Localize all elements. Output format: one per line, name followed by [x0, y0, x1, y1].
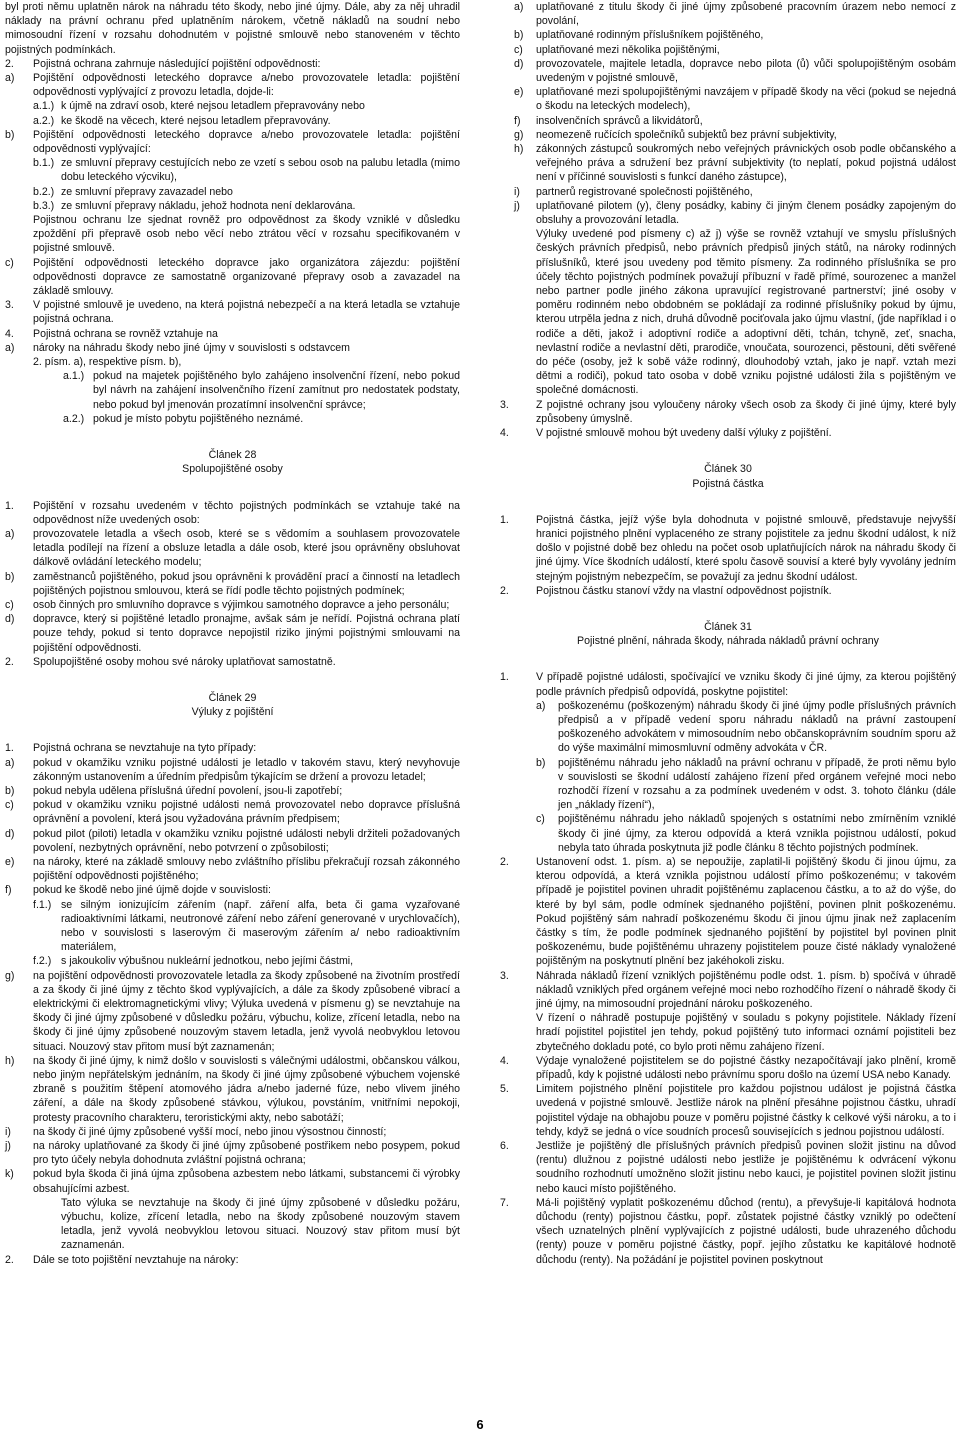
clause-number: 2.	[5, 655, 14, 668]
a31-clause-7	[500, 1196, 956, 1267]
a29-clause-1k-note: Tato výluka se nevztahuje na škody či jiné újmy způsobené v důsledku požáru, výbuchu, kolize, zřícení letadla, nebo na škody způsobené nouzovým stavem letadla, jenž vyvolá neobvyklou letovou situaci. Nouzový stav přitom musí být zaznamenán.	[61, 1196, 460, 1252]
a28-clause-1	[5, 499, 460, 527]
exclusion-e	[500, 85, 956, 113]
clause-text: Ustanovení odst. 1. písm. a) se nepoužije, zaplatil-li pojištěný škodu či jinou újmu, za kterou odpovídá, a která vznikla pojistnou událostí přímo poškozenému; v takovém případě je pojistitel povinen uhradit pojištěnému zaplacenou částku, a to až do výše, do které by byl sám, podle odmínek sjednaného pojištění, povinen plnit poškozenému. Pokud pojištěný sám nahradí poškozenému škodu či jinou újmu jinak než zaplacením částky s tím, že podle podmínek sjednaného pojištění by pojistitel byl povinen plnit poškozenému, bude pojištěnému uhrazeny pojistitelem pouze čisté náklady vynaložené pojištěným na poskytnutí plnění bez jakéhokoli zisku.	[536, 855, 956, 968]
clause-letter: c)	[5, 799, 14, 812]
right-column	[500, 0, 956, 1267]
clause-text: pokud v okamžiku vzniku pojistné události je letadlo v takovém stavu, který nevyhovuje zákonným ustanovením a úředním předpisům týkajícím se držení a provozu letadel;	[33, 756, 460, 783]
clause-text: Pojištění odpovědnosti leteckého dopravce a/nebo provozovatele letadla: pojištění odpovědnosti vyplývající z provozu letadla, dojde-li:	[33, 72, 460, 99]
clause-sub-number: a.1.)	[33, 100, 55, 113]
exclusion-i	[500, 185, 956, 199]
clause-text: se silným ionizujícím zářením (např. záření alfa, beta či gama vyzařované radioaktivními látkami, neutronové záření nebo záření generované v urychlovačích), nebo v souvislosti s laserovým či maserovým zářením a/ nebo radioaktivním materiálem,	[61, 898, 460, 954]
clause-letter: c)	[514, 43, 523, 56]
clause-text: pokud v okamžiku vzniku pojistné události nemá provozovatel nebo dopravce příslušná oprávnění a povolení, která jsou vyžadována právním předpisem;	[33, 799, 460, 826]
clause-text: Pojistnou částku stanoví vždy na vlastní odpovědnost pojistník.	[536, 584, 832, 597]
page-number: 6	[476, 1417, 484, 1432]
clause-letter: c)	[5, 598, 14, 611]
article-30-subtitle: Pojistná částka	[692, 477, 764, 490]
clause-letter: b)	[5, 570, 15, 583]
clause-letter: e)	[5, 855, 15, 868]
a29-clause-1b	[5, 784, 460, 798]
clause-text: Pojištění odpovědnosti leteckého dopravce a/nebo provozovatele letadla: pojištění odpovědnosti vyplývající:	[33, 128, 460, 156]
clause-text: V případě pojistné události, spočívající ve vzniku škody či jiné újmy, za kterou pojištěný podle právních předpisů odpovídá, poskytne pojistitel:	[536, 671, 956, 698]
clause-text: ze smluvní přepravy zavazadel nebo	[61, 185, 233, 198]
clause-letter: f)	[5, 884, 12, 897]
exclusion-j	[500, 199, 956, 227]
a29-clause-1g	[5, 969, 460, 1054]
clause-text: pokud byla škoda či jiná újma způsobena azbestem nebo látkami, substancemi či výrobky obsahujícími azbest.	[33, 1168, 460, 1195]
clause-text: uplatňované mezi spolupojištěnými navzájem v případě škody na věci (pokud se nejedná o škodu na leteckých modelech),	[536, 86, 956, 113]
article-28-subtitle: Spolupojištěné osoby	[182, 463, 283, 476]
clause-letter: b)	[5, 784, 15, 797]
clause-text: Má-li pojištěný vyplatit poškozenému důchod (rentu), a převyšuje-li kapitálová hodnota důchodu (renty) pojistnou částku, popř. zůstatek pojistné částky vzniklý po odečtení všech uznatelných plnění vyplývajících z pojistné události, bude uhrazeného důchodu (renty) pouze v poměru pojistné částky, popř. jejího zůstatku ke kapitálové hodnotě důchodu (renty). Na požádání je pojistitel povinen poskytnout	[536, 1196, 956, 1266]
clause-sub-number: a.2.)	[33, 114, 55, 127]
a29-clause-1	[5, 741, 460, 755]
article-29-subtitle: Výluky z pojištění	[191, 706, 274, 719]
a30-clause-2	[500, 584, 956, 598]
clause-number: 2.	[500, 584, 509, 597]
clause-letter: a)	[5, 527, 15, 540]
exclusion-h	[500, 142, 956, 185]
clause-2b	[5, 128, 460, 156]
clause-text: neomezeně ručících společníků subjektů bez právní subjektivity,	[536, 128, 837, 141]
clause-letter: f)	[514, 114, 521, 127]
clause-sub-number: f.1.)	[33, 898, 52, 911]
clause-number: 2.	[5, 1253, 14, 1266]
clause-2a	[5, 71, 460, 99]
clause-text: k újmě na zdraví osob, které nejsou letadlem přepravovány nebo	[61, 100, 365, 113]
clause-text: pojištěnému náhradu jeho nákladů spojených s ostatními nebo zmírněním vzniklé škody či jiné újmy, za kterou odpovídá a která vznikla pojistnou událostí, pokud nebyla tato úhrada poskytnuta již podle článku 8 těchto pojistných podmínek.	[558, 813, 956, 854]
a29-clause-1k	[5, 1167, 460, 1195]
a29-clause-1j	[5, 1139, 460, 1167]
a28-clause-1b	[5, 570, 460, 598]
clause-text: Pojistná částka, jejíž výše byla dohodnuta v pojistné smlouvě, představuje nejvyšší hranici pojistného plnění vyplaceného ze strany pojistitele za jednu škodní událost, k níž došlo v pojistné době bez ohledu na počet osob uplatňujících nárok na náhradu škody či jiné újmy. Více škodních událostí, které spolu časově souvisí a které byly vyvolány jedním stejným pojistným nebezpečím, se považují za jednu škodní událost.	[536, 513, 956, 583]
a29-clause-2	[5, 1253, 460, 1267]
clause-4	[5, 327, 460, 341]
a28-clause-1a	[5, 527, 460, 570]
exclusion-f	[500, 114, 956, 128]
article-31-title: Článek 31	[704, 620, 752, 633]
clause-text: pojištěnému náhradu jeho nákladů na právní ochranu v případě, že proti němu bylo v souvislosti se škodní událostí zahájeno řízení před orgánem veřejné moci nebo rozhodčí řízení v rozsahu a za podmínek uvedeném v odst. 3. tohoto článku (dále jen „náklady řízení“),	[558, 756, 956, 812]
clause-4a	[5, 341, 460, 369]
a31-clause-1b	[500, 756, 956, 813]
clause-text: uplatňované mezi několika pojištěnými,	[536, 43, 720, 56]
a31-clause-2	[500, 855, 956, 969]
clause-text: V pojistné smlouvě je uvedeno, na která pojistná nebezpečí a na která letadla se vztahuje pojistná ochrana.	[33, 299, 460, 326]
a31-clause-5	[500, 1082, 956, 1139]
a29-clause-1f1	[5, 898, 460, 955]
clause-text: zaměstnanců pojištěného, pokud jsou oprávněni k provádění prací a činností na letadlech pojištěných pojistnou smlouvou, která se řídí podle těchto pojistných podmínek;	[33, 570, 460, 597]
exclusion-j-note: Výluky uvedené pod písmeny c) až j) výše se rovněž vztahují ve smyslu příslušných českých právních předpisů, nebo právních předpisů jiných států, na nároky rodinných příslušníků, které jsou uvedeny pod těmito písmeny. Za rodinného příslušníka se pro účely těchto pojistných podmínek považují příbuzní v řadě přímé, sourozenec a manžel nebo partner podle jiného zákona upravující registrované partnerství; jiné osoby v poměru rodinném nebo obdobném se pokládají za rodinné příslušníky pokud by újmu, kterou utrpěla jedna z nich, druhá důvodně pociťovala jako újmu vlastní, (jde například i o rodiče a děti, jakož i adoptivní rodiče a adoptivní děti, tchán, tchyně, zeť, snacha, nevlastní rodiče a nevlastní děti, prarodiče, vnoučata, sourozenci, pěstouni, děti svěřené do péče (osoby, jež k sobě váže rodinný, dlouhodobý vztah, jako je např. vztah mezi dětmi a rodiči), pokud tato osoba v době vzniku pojistné události žila s pojištěným ve společné domácnosti.	[536, 228, 956, 397]
clause-2b2	[5, 185, 460, 199]
clause-text: Spolupojištěné osoby mohou své nároky uplatňovat samostatně.	[33, 655, 336, 668]
left-column	[5, 0, 460, 1267]
clause-letter: j)	[514, 199, 520, 212]
clause-number: 1.	[500, 671, 509, 684]
clause-text: uplatňované z titulu škody či jiné újmy způsobené pracovním úrazem nebo nemocí z povolání,	[536, 1, 956, 28]
clause-letter: k)	[5, 1168, 14, 1181]
clause-letter: h)	[514, 143, 524, 156]
clause-text: na pojištění odpovědnosti provozovatele letadla za škody způsobené na životním prostředí a za škody či jiné újmy z těchto škod vyplývajících, a dále za škody způsobené vibrací a elektrickými či elektromagnetickými vlivy; Výluka uvedená v písmenu g) se nevztahuje na škody či jiné újmy způsobené v důsledku požáru, výbuchu, kolize, zřícení letadla, nebo na škody či jiné újmy způsobené nouzovým stavem letadla, jenž vyvolá neobvyklou letovou situaci. Nouzový stav přitom musí být zaznamenán;	[33, 969, 460, 1053]
clause-number: 3.	[5, 299, 14, 312]
clause-letter: i)	[5, 1125, 11, 1138]
clause-number: 1.	[500, 513, 509, 526]
clause-text: Pojistná ochrana se nevztahuje na tyto případy:	[33, 742, 257, 755]
clause-number: 3.	[500, 969, 509, 982]
a29-clause-1h	[5, 1054, 460, 1125]
clause-sub-number: a.2.)	[63, 412, 85, 425]
a29-clause-1d	[5, 827, 460, 855]
clause-number: 3.	[500, 398, 509, 411]
a29-clause-1f2	[5, 954, 460, 968]
clause-text: pokud je místo pobytu pojištěného neznámé.	[93, 412, 304, 425]
clause-letter: c)	[536, 813, 545, 826]
clause-text: dopravce, který si pojištěné letadlo pronajme, avšak sám je neřídí. Pojistná ochrana platí pouze tehdy, pokud si tento dopravce nepojistil riziko jinými pojistnými smlouvami na pojištění odpovědnosti.	[33, 613, 460, 654]
clause-text: ze smluvní přepravy cestujících nebo ze vzetí s sebou osob na palubu letadla (mimo dobu leteckého výcviku),	[61, 157, 460, 184]
clause-letter: b)	[5, 128, 15, 141]
clause-text: nároky na náhradu škody nebo jiné újmy v souvislosti s odstavcem 2. písm. a), respektive písm. b),	[33, 341, 350, 369]
clause-text: Náhrada nákladů řízení vzniklých pojištěnému podle odst. 1. písm. b) spočívá v úhradě nákladů vzniklých před orgánem veřejné moci nebo rozhodčího řízení o náhradě škody či jiné újmy, na mimosoudní projednání nároku poškozeného.	[536, 969, 956, 1010]
clause-letter: b)	[514, 29, 524, 42]
clause-sub-number: a.1.)	[63, 370, 85, 383]
clause-2b-note: Pojistnou ochranu lze sjednat rovněž pro odpovědnost za škody vzniklé v důsledku zpoždění při přepravě osob nebo věcí nebo ztrátou věcí v rozsahu specifikovaném v pojistné smlouvě.	[33, 214, 460, 255]
clause-number: 5.	[500, 1083, 509, 1096]
clause-text: Jestliže je pojištěný dle příslušných právních předpisů povinen složit jistinu na důvod (rentu) dlužnou z pojistné události nebo jestliže je pojištěnému k odvrácení výkonu soudního rozhodnutí umožněno složit jistinu nebo kauci, je pojistitel povinen složit jistinu nebo kauci místo pojištěného.	[536, 1140, 956, 1195]
clause-text: na škody či jiné újmy, k nimž došlo v souvislosti s válečnými událostmi, občanskou válkou, nebo jiným nepřátelským jednáním, na škody či jiné újmy způsobené výbuchem vojenské zbraně s použitím štěpení atomového jádra a/nebo jaderné fúze, nebo vlivem jiného záření, a dále na škody způsobené stávkou, výlukou, povstáním, vnitřními nepokoji, protesty pracovního charakteru, teroristickými akty, nebo sabotáží;	[33, 1054, 460, 1124]
exclusion-g	[500, 128, 956, 142]
clause-number: 6.	[500, 1140, 509, 1153]
clause-text: na škody či jiné újmy způsobené vyšší mocí, nebo jinou výsostnou činností;	[33, 1125, 387, 1138]
article-29-title: Článek 29	[208, 691, 257, 704]
clause-letter: g)	[514, 128, 524, 141]
clause-text: provozovatele, majitele letadla, dopravce nebo pilota (ů) vůči spolupojištěným osobám uvedeným v pojistné smlouvě,	[536, 57, 956, 85]
clause-text: Pojištění v rozsahu uvedeném v těchto pojistných podmínkách se vztahuje také na odpovědnost níže uvedených osob:	[33, 499, 460, 526]
clause-number: 2.	[5, 57, 14, 70]
clause-2	[5, 57, 460, 71]
clause-letter: h)	[5, 1054, 15, 1067]
a29-clause-4	[500, 426, 956, 440]
a28-clause-2	[5, 655, 460, 669]
clause-letter: a)	[514, 1, 524, 13]
clause-number: 7.	[500, 1196, 509, 1209]
clause-sub-number: b.3.)	[33, 199, 55, 212]
a28-clause-1c	[5, 598, 460, 612]
clause-number: 2.	[500, 855, 509, 868]
clause-text: insolvenčních správců a likvidátorů,	[536, 114, 703, 127]
exclusion-c	[500, 43, 956, 57]
clause-letter: d)	[514, 57, 524, 70]
a29-clause-1f	[5, 883, 460, 897]
clause-number: 4.	[500, 427, 509, 440]
clause-2a2	[5, 114, 460, 128]
clause-2a1	[5, 99, 460, 113]
clause-number: 1.	[5, 742, 14, 755]
a31-clause-6	[500, 1139, 956, 1196]
clause-text: Z pojistné ochrany jsou vyloučeny nároky všech osob za škody či jiné újmy, které byly způsobeny úmyslně.	[536, 398, 956, 425]
exclusion-b	[500, 28, 956, 42]
clause-text: Pojistná ochrana zahrnuje následující pojištění odpovědnosti:	[33, 57, 321, 70]
clause-text: pokud ke škodě nebo jiné újmě dojde v souvislosti:	[33, 884, 271, 897]
clause-text: Pojištění odpovědnosti leteckého dopravce jako organizátora zájezdu: pojištění odpovědnosti dopravce ze samostatně organizované přepravy osob a zavazadel na základě smlouvy.	[33, 256, 460, 298]
clause-text: provozovatele letadla a všech osob, které se s vědomím a souhlasem provozovatele letadla podílejí na řízení a obsluze letadla a dále osob, které jsou oprávněny obsluhovat dálkově ovládání leteckého modelu;	[33, 527, 460, 569]
a31-clause-4	[500, 1054, 956, 1082]
a29-clause-1c	[5, 798, 460, 826]
clause-text: ze smluvní přepravy nákladu, jehož hodnota není deklarována.	[61, 199, 356, 212]
clause-text: partnerů registrované společnosti pojištěného,	[536, 185, 753, 198]
a29-clause-3	[500, 398, 956, 426]
clause-letter: g)	[5, 969, 15, 982]
clause-sub-number: f.2.)	[33, 955, 52, 968]
clause-letter: b)	[536, 756, 546, 769]
clause-number: 4.	[5, 327, 14, 340]
clause-sub-number: b.2.)	[33, 185, 55, 198]
clause-letter: d)	[5, 613, 15, 626]
exclusion-a	[500, 0, 956, 28]
clause-text: Výdaje vynaložené pojistitelem se do pojistné částky nezapočítávají jako plnění, kromě případů, kdy k pojistné události nebo právnímu sporu došlo na území USA nebo Kanady.	[536, 1054, 956, 1082]
clause-text: pokud pilot (piloti) letadla v okamžiku vzniku pojistné události nebyli držiteli požadovaných povolení, nezbytných oprávnění, nebo potvrzení o způsobilosti;	[33, 827, 460, 854]
clause-letter: d)	[5, 827, 15, 840]
clause-4a2	[5, 412, 460, 426]
clause-text: zákonných zástupců soukromých nebo veřejných právnických osob podle občanského a veřejného práva a sdružení bez právní subjektivity (to neplatí, pokud pojistná událost není v příčinné souvislosti s funkcí daného zástupce),	[536, 143, 956, 184]
article-30-title: Článek 30	[704, 463, 752, 476]
clause-text: V pojistné smlouvě mohou být uvedeny další výluky z pojištění.	[536, 427, 832, 440]
a30-clause-1	[500, 513, 956, 584]
clause-text: uplatňované pilotem (y), členy posádky, kabiny či jiným členem posádky zapojeným do obsluhy a provozování letadla.	[536, 199, 956, 227]
a29-clause-1e	[5, 855, 460, 883]
clause-3	[5, 298, 460, 326]
clause-2b1	[5, 156, 460, 184]
a31-clause-1a	[500, 699, 956, 756]
intro-paragraph: byl proti němu uplatněn nárok na náhradu této škody, nebo jiné újmy. Dále, aby za něj uhradil náklady na právní ochranu před uplatněním nárokem, včetně nákladů na soudní nebo mimosoudní řízení v rozsahu dohodnutém v pojistné smlouvě nebo stanoveném v těchto pojistných podmínkách.	[5, 1, 460, 56]
clause-letter: a)	[5, 72, 15, 85]
clause-text: ke škodě na věcech, které nejsou letadlem přepravovány.	[61, 114, 331, 127]
clause-2b3	[5, 199, 460, 213]
clause-text: pokud nebyla udělena příslušná úřední povolení, jsou-li zapotřebí;	[33, 784, 343, 797]
clause-sub-number: b.1.)	[33, 157, 55, 170]
a31-clause-1c	[500, 812, 956, 855]
clause-text: poškozenému (poškozeným) náhradu škody či jiné újmy podle příslušných právních předpisů a v případě vedení sporu náhradu nákladů na právní zastoupení poškozeného advokátem v mimosoudním nebo občanskoprávním soudním sporu až do výše maximální mimosmluvní odměny advokáta v ČR.	[558, 699, 956, 755]
clause-4a1	[5, 369, 460, 412]
clause-text: pokud na majetek pojištěného bylo zahájeno insolvenční řízení, nebo pokud byl návrh na zahájení insolvenčního řízení zamítnut pro nedostatek podstaty, nebo pokud byl jmenován prozatímní insolvenční správce;	[93, 370, 460, 411]
clause-letter: j)	[5, 1140, 11, 1153]
a29-clause-1i	[5, 1125, 460, 1139]
clause-text: uplatňované rodinným příslušníkem pojištěného,	[536, 29, 764, 42]
a29-clause-1a	[5, 756, 460, 784]
exclusion-d	[500, 57, 956, 85]
clause-number: 4.	[500, 1054, 509, 1067]
clause-text: s jakoukoliv výbušnou nukleární jednotkou, nebo jejími částmi,	[61, 955, 354, 968]
clause-text: Dále se toto pojištění nevztahuje na nároky:	[33, 1253, 239, 1266]
clause-2c	[5, 256, 460, 299]
clause-letter: a)	[5, 341, 15, 354]
article-31-subtitle: Pojistné plnění, náhrada škody, náhrada nákladů právní ochrany	[577, 635, 879, 648]
clause-letter: a)	[536, 699, 546, 712]
clause-letter: e)	[514, 86, 524, 99]
clause-text: Pojistná ochrana se rovněž vztahuje na	[33, 327, 218, 340]
clause-letter: a)	[5, 756, 15, 769]
clause-letter: i)	[514, 185, 520, 198]
clause-text: na nároky uplatňované za škody či jiné újmy způsobené postřikem nebo posypem, pokud pro tyto účely nebyla dohodnuta zvláštní pojistná ochrana;	[33, 1140, 460, 1167]
clause-text: Limitem pojistného plnění pojistitele pro každou pojistnou událost je pojistná částka uvedená v pojistné smlouvě. Jestliže nárok na plnění přesáhne pojistnou částku, uhradí pojistitel výdaje na obhajobu pouze v poměru pojistné částky k celkové výši nároku, a to i tehdy, když se jedná o více soudních procesů souvisejících s jednou pojistnou událostí.	[536, 1083, 956, 1138]
clause-text: osob činných pro smluvního dopravce s výjimkou samotného dopravce a jeho personálu;	[33, 598, 450, 611]
a31-clause-1	[500, 670, 956, 698]
clause-number: 1.	[5, 499, 14, 512]
clause-letter: c)	[5, 256, 14, 269]
clause-text: na nároky, které na základě smlouvy nebo zvláštního příslibu překračují rozsah zákonného pojištění odpovědnosti pojištěného;	[33, 855, 460, 883]
article-28-title: Článek 28	[208, 449, 257, 462]
a31-clause-3	[500, 969, 956, 1012]
a31-clause-3-note: V řízení o náhradě postupuje pojištěný v souladu s pokyny pojistitele. Náklady řízení hradí pojistitel pojistitel jen tehdy, pokud pojištěný tuto informaci oznámí pojistiteli bez zbytečného dokladu poté, co bylo proti němu zahájeno řízení.	[536, 1012, 956, 1053]
a28-clause-1d	[5, 612, 460, 655]
